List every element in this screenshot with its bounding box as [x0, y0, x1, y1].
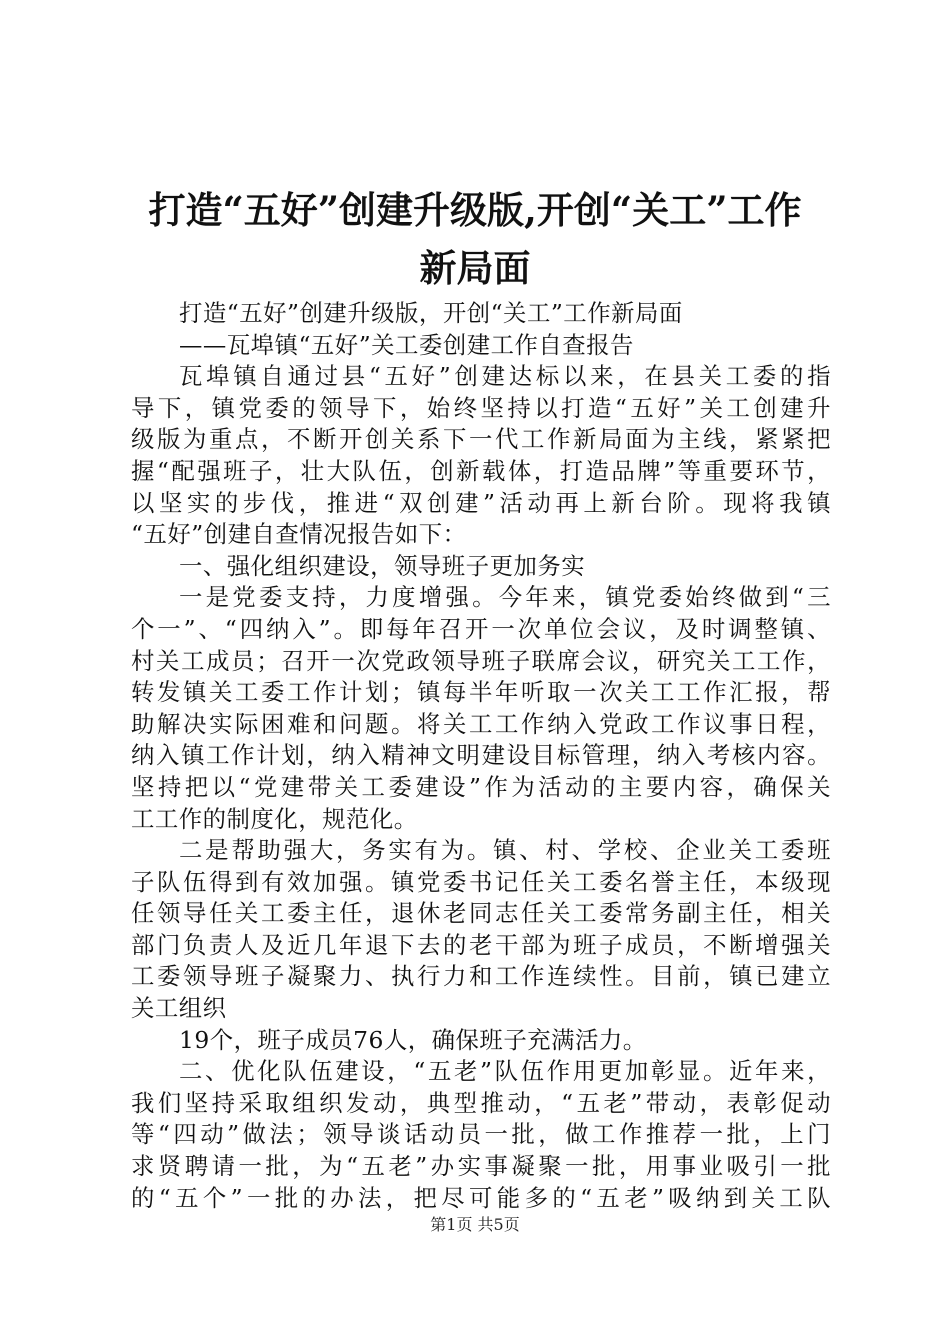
- text-line: 19个，班子成员76人，确保班子充满活力。: [179, 1025, 647, 1054]
- text-line: 一是党委支持，力度增强。今年来，镇党委始终做到“三: [179, 583, 831, 612]
- text-line: 工工作的制度化，规范化。: [131, 804, 418, 833]
- text-line: ——瓦埠镇“五好”关工委创建工作自查报告: [179, 330, 634, 359]
- page-footer: 第1页 共5页: [430, 1215, 520, 1234]
- text-line: 坚持把以“党建带关工委建设”作为活动的主要内容，确保关: [131, 772, 831, 801]
- text-line: 二、优化队伍建设，“五老”队伍作用更加彰显。近年来，: [179, 1057, 831, 1086]
- text-line: 助解决实际困难和问题。将关工工作纳入党政工作议事日程，: [131, 709, 831, 738]
- text-line: 村关工成员；召开一次党政领导班子联席会议，研究关工工作，: [131, 646, 831, 675]
- document-title-line1: 打造“五好”创建升级版,开创“关工”工作: [148, 188, 802, 232]
- text-line: 转发镇关工委工作计划；镇每半年听取一次关工工作汇报，帮: [131, 678, 831, 707]
- text-line: 纳入镇工作计划，纳入精神文明建设目标管理，纳入考核内容。: [131, 741, 831, 770]
- text-line: 工委领导班子凝聚力、执行力和工作连续性。目前，镇已建立: [131, 962, 831, 991]
- text-line: 瓦埠镇自通过县“五好”创建达标以来，在县关工委的指: [179, 362, 831, 391]
- text-line: 我们坚持采取组织发动，典型推动，“五老”带动，表彰促动: [131, 1088, 831, 1117]
- document-body: [131, 298, 831, 1214]
- text-line: 导下，镇党委的领导下，始终坚持以打造“五好”关工创建升: [131, 393, 831, 422]
- text-line: 打造“五好”创建升级版，开创“关工”工作新局面: [179, 299, 683, 327]
- text-line: 关工组织: [131, 994, 227, 1023]
- text-line: 的“五个”一批的办法，把尽可能多的“五老”吸纳到关工队: [131, 1183, 831, 1212]
- text-line: 任领导任关工委主任，退休老同志任关工委常务副主任，相关: [131, 899, 831, 928]
- text-line: 部门负责人及近几年退下去的老干部为班子成员，不断增强关: [131, 930, 831, 959]
- text-line: 求贤聘请一批，为“五老”办实事凝聚一批，用事业吸引一批: [131, 1152, 831, 1181]
- text-line: 一、强化组织建设，领导班子更加务实: [179, 551, 586, 580]
- text-line: 级版为重点，不断开创关系下一代工作新局面为主线，紧紧把: [131, 425, 831, 454]
- text-line: 以坚实的步伐，推进“双创建”活动再上新台阶。现将我镇: [131, 488, 831, 517]
- text-line: 子队伍得到有效加强。镇党委书记任关工委名誉主任，本级现: [131, 867, 831, 896]
- document-title-line2: 新局面: [419, 246, 531, 290]
- text-line: 等“四动”做法；领导谈话动员一批，做工作推荐一批，上门: [131, 1120, 831, 1149]
- text-line: 个一”、“四纳入”。即每年召开一次单位会议，及时调整镇、: [131, 614, 831, 643]
- text-line: “五好”创建自查情况报告如下：: [131, 520, 467, 549]
- text-line: 二是帮助强大，务实有为。镇、村、学校、企业关工委班: [179, 836, 831, 865]
- text-line: 握“配强班子，壮大队伍，创新载体，打造品牌”等重要环节，: [131, 456, 831, 485]
